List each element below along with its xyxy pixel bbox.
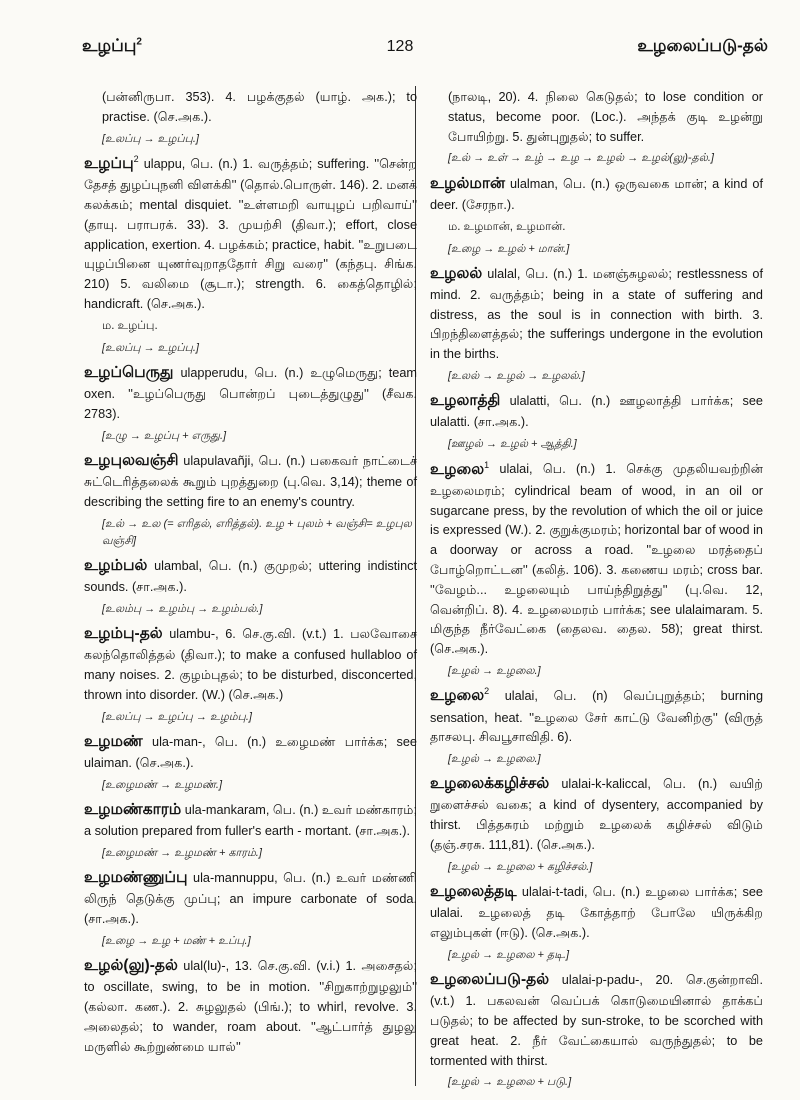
headword: உழலை$^1$ xyxy=(430,459,490,478)
entry: உழல்(லு)-தல் ulal(lu)-, 13. செ.கு.வி. (v.i.) 1. அசைதல்; to oscillate, swing, to be in motion. ''சிறுகாற்றுழலும்'' (கல்லா. கண.). 2. சுழலுதல் (பிங்.); to whirl, revolve. 3. அலைதல்; to wander, roam about. ''ஆட்பார்த் துழலு மருளில் கூற்றுண்மை யால்'' xyxy=(84,957,417,1054)
etymology: [உழைமண் → உழமண்.] xyxy=(102,778,223,791)
etymology: [உழல் → உழலை + கழிச்சல்.] xyxy=(448,860,593,873)
entry: உழமண்ணுப்பு ula-mannuppu, பெ. (n.) உவர் மண்ணி லிருந் தெடுக்கு முப்பு; an impure carbonate of soda. (சா.அக.). xyxy=(84,869,417,927)
page-header xyxy=(0,0,800,60)
running-head-right: உழலைப்படு-தல் xyxy=(637,36,768,55)
headword: உழம்பல் xyxy=(84,556,148,574)
etymology: [உழை → உழல் + மான்.] xyxy=(448,242,570,255)
page-number: 128 xyxy=(386,38,414,55)
etymology: [உலப்பு → உழப்பு → உழம்பு.] xyxy=(102,710,252,723)
entry: உழமண்காரம் ula-mankaram, பெ. (n.) உவர் மண்காரம்; a solution prepared from fuller's earth - mortant. (சா.அக.). xyxy=(84,801,418,839)
entry: உழபுலவஞ்சி ulapulavañji, பெ. (n.) பகைவர் நாட்டைச் சுட்டெரித்தலைக் கூறும் புறத்துறை (பு.வெ. 3,14); theme of describing the setting fire to an enemy's country. xyxy=(84,451,417,509)
etymology: [உழல் → உழலை.] xyxy=(448,753,541,766)
etymology: [உழை → உழ + மண் + உப்பு.] xyxy=(102,934,251,947)
etymology: [உல் → உள் → உழ் → உழ → உழல் → உழல்(லு)-தல்.] xyxy=(448,152,714,165)
entry: உழலை$^2$ ulalai, பெ. (n) வெப்புறுத்தம்; burning sensation, heat. ''உழலை சேர் காட்டு வேனிற்கு'' (விருத் தாசலபு. சிவபூசாவிதி. 6). xyxy=(430,686,763,745)
etymology: [உலல் → உழல் → உழலல்.] xyxy=(448,370,585,383)
cognate-note: ம. உழப்பு. xyxy=(102,319,158,332)
left-column xyxy=(84,88,417,1061)
etymology: [உழு → உழப்பு + எருது.] xyxy=(102,429,227,442)
entry: உழலாத்தி ulalatti, பெ. (n.) ஊழலாத்தி பார்க்க; see ulalatti. (சா.அக.). xyxy=(430,392,763,430)
etymology: [உலம்பு → உழம்பு → உழம்பல்.] xyxy=(102,602,263,615)
entry: உழலைத்தடி ulalai-t-tadi, பெ. (n.) உழலை பார்க்க; see ulalai. உழலைத் தடி கோத்தாற் போலே யிருக்கிற எலும்புகள் (ஈடு). (செ.அக.). xyxy=(430,883,763,941)
headword: உழம்பு-தல் xyxy=(84,625,163,643)
headword: உழலைத்தடி xyxy=(430,883,517,901)
headword: உழல்மான் xyxy=(430,174,506,192)
headword: உழலை$^2$ xyxy=(430,686,490,705)
headword: உழல்(லு)-தல் xyxy=(84,957,178,975)
etymology: [உழைமண் → உழமண் + காரம்.] xyxy=(102,846,262,859)
headword: உழலாத்தி xyxy=(430,392,501,410)
headword: உழமண்காரம் xyxy=(84,801,182,818)
entry: உழல்மான் ulalman, பெ. (n.) ஒருவகை மான்; a kind of deer. (சேரநா.). xyxy=(430,174,763,212)
entry: உழலைக்கழிச்சல் ulalai-k-kaliccal, பெ. (n.) வயிற் றுளைச்சல் வகை; a kind of dysentery, accompanied by thirst. பித்தசுரம் மற்றும் உழலைக் கழிச்சல் விடும் (தஞ்.சரசு. 111,81). (செ.அக.). xyxy=(430,775,763,853)
etymology: [உலப்பு → உழப்பு.] xyxy=(102,341,199,354)
headword: உழமண்ணுப்பு xyxy=(84,869,188,887)
etymology: [உல் → உல (= எரிதல், எரித்தல்). உழ + புலம் + வஞ்சி= உழபுல வஞ்சி] xyxy=(102,517,412,547)
entry: உழலைப்படு-தல் ulalai-p-padu-, 20. செ.குன்றாவி. (v.t.) 1. பகலவன் வெப்பக் கொடுமையினால் தாக்கப் படுதல்; to be affected by sun-stroke, to be scorched with great heat. 2. நீர் வேட்கையால் வருந்துதல்; to be tormented with thirst. xyxy=(430,971,763,1068)
headword: உழமண் xyxy=(84,732,143,750)
right-column xyxy=(430,88,763,1096)
entry: உழமண் ula-man-, பெ. (n.) உழைமண் பார்க்க; see ulaiman. (செ.அக.). xyxy=(84,732,417,771)
headword: உழலைப்படு-தல் xyxy=(430,971,550,989)
headword: உழப்பு$^2$ xyxy=(84,153,139,172)
etymology: [உலப்பு → உழப்பு.] xyxy=(102,132,199,145)
cognate-note: ம. உழமான், உழமான். xyxy=(448,220,566,233)
etymology: [உழல் → உழலை + தடி.] xyxy=(448,948,570,961)
entry-continuation: (நாலடி, 20). 4. நிலை கெடுதல்; to lose condition or status, become poor. (Loc.). அந்தக் குடி உழன்று போயிற்று. 5. துன்புறுதல்; to suffer. xyxy=(448,90,763,144)
entry: உழப்பெருது ulapperudu, பெ. (n.) உழுமெருது; team oxen. ''உழப்பெருது பொன்றப் புடைத்துழுது'' (சீவக. 2783). xyxy=(84,363,417,421)
entry: உழலல் ulalal, பெ. (n.) 1. மனஞ்சுழலல்; restlessness of mind. 2. வருத்தம்; being in a state of suffering and distress, as the soul is in connection with birth. 3. பிறந்திளைத்தல்; the sufferings undergone in the evolution in the births. xyxy=(430,264,763,362)
headword: உழலைக்கழிச்சல் xyxy=(430,775,550,793)
headword: உழலல் xyxy=(430,264,483,282)
entry: உழம்பல் ulambal, பெ. (n.) குமுறல்; uttering indistinct sounds. (சா.அக.). xyxy=(84,556,417,595)
etymology: [உழல் → உழலை.] xyxy=(448,665,541,678)
headword: உழப்பெருது xyxy=(84,363,174,381)
entry: உழம்பு-தல் ulambu-, 6. செ.கு.வி. (v.t.) 1. பலவோசை கலந்தொலித்தல் (திவா.); to make a confused hullabloo of many noises. 2. குழம்புதல்; to be disturbed, disconcerted, thrown into disorder. (W.) (செ.அக.) xyxy=(84,625,417,702)
headword: உழபுலவஞ்சி xyxy=(84,451,179,469)
running-head-left: உழப்பு$^2$ xyxy=(82,36,142,55)
etymology: [உழல் → உழலை + படு.] xyxy=(448,1076,572,1089)
entry-continuation: (பன்னிருபா. 353). 4. பழக்குதல் (யாழ். அக.); to practise. (செ.அக.). xyxy=(102,90,417,124)
etymology: [ஊழல் → உழல் + ஆத்தி.] xyxy=(448,438,577,451)
entry: உழலை$^1$ ulalai, பெ. (n.) 1. செக்கு முதலியவற்றின் உழலைமரம்; cylindrical beam of wood, in an oil or sugarcane press, by the revolution of which the oil or juice is expressed (W.). 2. குறுக்குமரம்; horizontal bar of wood in a doorway or across a road. ''உழலை மரத்தைப் போழ்றொட்டன'' (கலித். 106). 3. கணைய மரம்; cross bar. ''வேழம்... உழலையும் பாய்ந்திறுத்து'' (பு.வெ. 12, வென்றிப். 8). 4. உழலைமரம் பார்க்க; see ulalaimaram. 5. மிகுந்த நீர்வேட்கை (தைலவ. தைல. 58); great thirst. (செ.அக.). xyxy=(430,459,763,657)
entry: உழப்பு$^2$ ulappu, பெ. (n.) 1. வருத்தம்; suffering. ''சென்ற தேசத் துழப்புநனி விளக்கி'' (தொல்.பொருள். 146). 2. மனக் கலக்கம்; mental disquiet. ''உள்ளமறி வாயுழப் பறிவாய்'' (தாயு. பராபரக். 33). 3. முயற்சி (திவா.); effort, close application, exertion. 4. பழக்கம்; practice, habit. ''உறுபடை யுழப்பினை யுணர்வுறாததோர் சிறு வரை'' (கந்தபு. சிங்க. 210) 5. வலிமை (சூடா.); strength. 6. கைத்தொழில்; handicraft. (செ.அக.). xyxy=(84,153,417,311)
